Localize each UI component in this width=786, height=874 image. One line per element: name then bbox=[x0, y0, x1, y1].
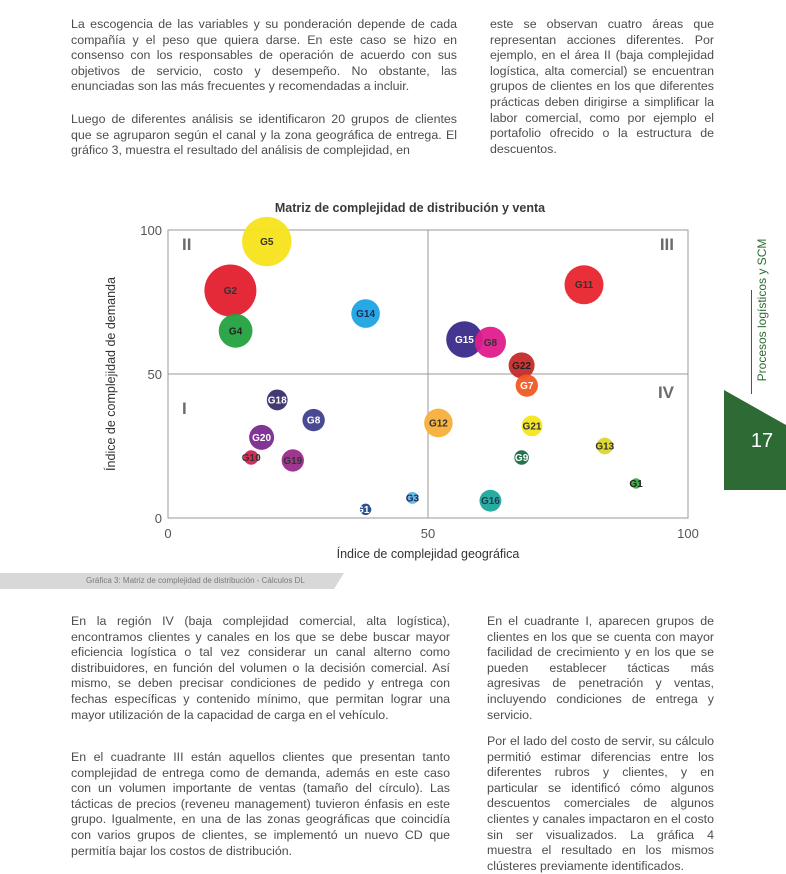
y-axis-label: Índice de complejidad de demanda bbox=[104, 277, 118, 471]
bubble-label-g15: G15 bbox=[454, 334, 474, 346]
bubble-label-g20: G20 bbox=[252, 432, 272, 444]
bubble-label-g13: G13 bbox=[595, 441, 615, 453]
x-tick-label: 100 bbox=[677, 526, 699, 541]
bubble-label-g5: G5 bbox=[260, 237, 274, 249]
bubble-label-g11: G11 bbox=[574, 280, 594, 292]
intro-paragraph-1: La escogencia de las variables y su ponderación depende de cada compañía y el peso que quiera darse. En este caso se hizo en consenso con los responsables de operación de acuerdo con sus objetivos de servicio, costo y desempeño. No obstante, las enunciadas son las más frecuentes y recomendadas a incluir. bbox=[71, 17, 457, 94]
body-paragraph-1: En la región IV (baja complejidad comercial, alta logística), encontramos clientes y canales en los que se debe buscar mayor eficiencia logística o tal vez considerar un canal alterno como distribuidores, en función del volumen o la decisión comercial. Así mismo, se deben precisar condiciones de pedido y entrega con fechas específicas y contenido mínimo, que permitan lograr una mayor utilización de la capacidad de carga en el vehículo. bbox=[71, 614, 450, 722]
sidebar-divider bbox=[751, 290, 752, 394]
quadrant-label-i: I bbox=[182, 399, 187, 418]
bubble-label-g19: G19 bbox=[283, 455, 303, 467]
chart-title: Matriz de complejidad de distribución y venta bbox=[274, 201, 546, 215]
bubble-label-g17: G17 bbox=[356, 504, 376, 516]
bubble-label-g21: G21 bbox=[522, 421, 542, 433]
y-tick-label: 0 bbox=[154, 511, 162, 526]
bubble-label-g8: G8 bbox=[306, 415, 321, 427]
body-paragraph-2: En el cuadrante III están aquellos clientes que presentan tanto complejidad de entrega como de demanda, además en este caso con un volumen importante de ventas (tamaño del círculo). Las tácticas de precios (reveneu management) tuvieron énfasis en este grupo. Igualmente, en una de las zonas geográficas que coincidía con varios grupos de clientes, se implementó un nuevo CD que permitía bajar los costos de distribución. bbox=[71, 750, 450, 858]
bubble-label-g2: G2 bbox=[223, 285, 238, 297]
y-tick-label: 100 bbox=[140, 223, 162, 238]
bubble-label-g10: G10 bbox=[241, 453, 261, 465]
bubble-label-g18: G18 bbox=[267, 395, 287, 407]
bubble-label-g16: G16 bbox=[480, 496, 500, 508]
figure-caption: Gráfica 3: Matriz de complejidad de distribución - Cálculos DL bbox=[86, 576, 305, 585]
quadrant-label-ii: II bbox=[182, 235, 192, 254]
x-axis-label: Índice de complejidad geográfica bbox=[336, 547, 520, 561]
bubble-label-g8: G8 bbox=[483, 337, 498, 349]
x-tick-label: 0 bbox=[164, 526, 172, 541]
section-title: Procesos logísticos y SCM bbox=[755, 238, 769, 382]
intro-paragraph-3: este se observan cuatro áreas que representan acciones diferentes. Por ejemplo, en el área II (baja complejidad logística, alta comercial) se encuentran grupos de clientes en los que diferentes prácticas deben dirigirse a simplificar la labor comercial, como por ejemplo el portafolio ofrecido o la estructura de descuentos. bbox=[490, 17, 714, 156]
bubble-label-g4: G4 bbox=[228, 326, 243, 338]
x-tick-label: 50 bbox=[420, 526, 436, 541]
body-paragraph-3: En el cuadrante I, aparecen grupos de clientes en los que se cuenta con mayor facilidad de crecimiento y en los que se pueden establecer tácticas más agresivas de penetración y ventas, incluyendo condiciones de entrega y servicio. bbox=[487, 614, 714, 722]
y-tick-label: 50 bbox=[147, 367, 162, 382]
bubble-chart bbox=[90, 215, 710, 565]
bubble-label-g9: G9 bbox=[514, 453, 529, 465]
bubble-label-g1: G1 bbox=[629, 478, 643, 490]
bubble-label-g12: G12 bbox=[428, 418, 448, 430]
quadrant-label-iv: IV bbox=[657, 383, 674, 402]
body-paragraph-4: Por el lado del costo de servir, su cálculo permitió estimar diferencias entre los diferentes rubros y clientes, y en particular se identificó cómo algunos descuentos comerciales de algunos clientes y canales impactaron en el costo sin ser visualizados. La gráfica 4 muestra el resultado en los mismos clústeres previamente identificados. bbox=[487, 734, 714, 873]
quadrant-label-iii: III bbox=[659, 235, 674, 254]
intro-paragraph-2: Luego de diferentes análisis se identificaron 20 grupos de clientes que se agruparon según el canal y la zona geográfica de entrega. El gráfico 3, muestra el resultado del análisis de complejidad, en bbox=[71, 112, 457, 158]
bubble-label-g7: G7 bbox=[520, 381, 534, 393]
page-number: 17 bbox=[750, 430, 774, 452]
bubble-label-g14: G14 bbox=[356, 309, 376, 321]
bubble-label-g22: G22 bbox=[512, 360, 532, 372]
bubble-label-g3: G3 bbox=[405, 493, 420, 505]
